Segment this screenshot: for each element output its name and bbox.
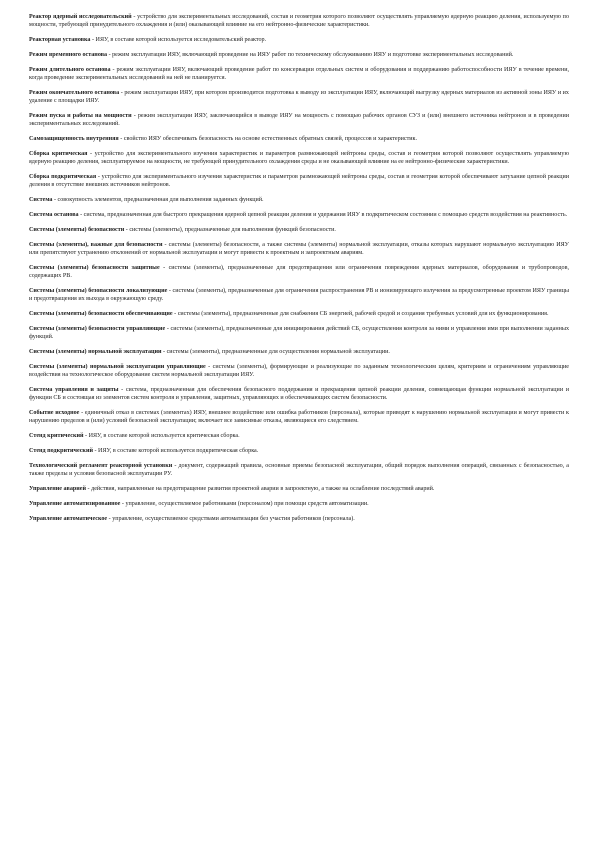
entry-definition: - устройство для экспериментальных исследований, состав и геометрия которого позволяют осуществлять управляемую ядерную реакцию деления, используемую по мощности, требующей принудительного охлаждения и (или) оказывающей влияние на его нейтронно-физические характеристики. xyxy=(29,14,569,28)
entry-term: Режим окончательного останова xyxy=(29,90,120,97)
entry-term: Системы (элементы) безопасности обеспечивающие xyxy=(29,310,173,317)
entry-definition: - системы (элементы), предназначенные для предотвращения или ограничения повреждения ядерных материалов, оборудования и трубопроводов, содержащих РВ. xyxy=(29,265,570,279)
entry-definition: - режим эксплуатации ИЯУ, включающий проведение работ по консервации отдельных систем и оборудования и поддержанию работоспособности ИЯУ в течение времени, когда проведение экспериментальных исследований на ней не планируется. xyxy=(29,67,569,81)
entry-definition: - система, предназначенная для быстрого прекращения ядерной цепной реакции деления и удержания ИЯУ в подкритическом состоянии с помощью средств воздействия на реактивность. xyxy=(78,211,568,218)
glossary-entry xyxy=(29,486,569,494)
glossary-entry xyxy=(29,242,569,258)
entry-term: Системы (элементы) нормальной эксплуатации управляющие xyxy=(29,364,206,371)
glossary-entry xyxy=(29,288,569,304)
entry-definition: - действия, направленные на предотвращение развития проектной аварии в запроектную, а также на ослабление последствий аварий. xyxy=(86,485,435,492)
glossary-entry xyxy=(29,14,569,30)
entry-definition: - свойство ИЯУ обеспечивать безопасность на основе естественных обратных связей, процессов и характеристик. xyxy=(118,135,418,142)
glossary-entry xyxy=(29,516,569,524)
entry-term: Системы (элементы) безопасности локализующие xyxy=(29,287,168,294)
entry-definition: - режим эксплуатации ИЯУ, включающий проведение на ИЯУ работ по техническому обслуживанию ИЯУ и подготовке экспериментальных исследований. xyxy=(107,52,514,59)
entry-term: Сборка критическая xyxy=(29,150,88,157)
glossary-entry xyxy=(29,197,569,205)
entry-term: Управление автоматизированное xyxy=(29,501,121,508)
glossary-list xyxy=(29,14,569,524)
entry-term: Реакторная установка xyxy=(29,36,91,43)
entry-definition: - системы (элементы), предназначенные для ограничения распространения РВ и ионизирующего излучения за предусмотренные проектом ИЯУ границы и предотвращения их выхода в окружающую среду. xyxy=(29,287,569,302)
glossary-entry xyxy=(29,265,569,281)
glossary-entry xyxy=(29,463,569,479)
entry-term: Реактор ядерный исследовательский xyxy=(29,14,132,20)
entry-term: Режим длительного останова xyxy=(29,67,111,74)
entry-definition: - совокупность элементов, предназначенная для выполнения заданных функций. xyxy=(52,196,264,203)
entry-definition: - ИЯУ, в составе которой используется исследовательский реактор. xyxy=(90,36,267,43)
glossary-entry xyxy=(29,326,569,342)
glossary-entry xyxy=(29,501,569,509)
glossary-entry xyxy=(29,212,569,220)
entry-definition: - устройство для экспериментального изучения характеристик и параметров размножающей нейтроны среды, состав и геометрия которой обеспечивают затухание цепной реакции деления в отсутствие внешних источников нейтронов. xyxy=(29,173,569,188)
entry-definition: - управление, осуществляемое работниками (персоналом) при помощи средств автоматизации. xyxy=(120,501,369,508)
entry-term: Стенд критический xyxy=(29,432,84,439)
entry-definition: - ИЯУ, в составе которой используется критическая сборка. xyxy=(83,432,240,439)
entry-term: Стенд подкритический xyxy=(29,447,93,454)
entry-term: Технологический регламент реакторной установки xyxy=(29,462,173,469)
glossary-entry xyxy=(29,364,569,380)
entry-definition: - системы (элементы), формирующие и реализующие по заданным технологическим целям, критериям и ограничениям управляющие воздействия на технологическое оборудование систем нормальной эксплуатации ИЯУ. xyxy=(29,364,569,378)
glossary-entry xyxy=(29,67,569,83)
glossary-entry xyxy=(29,151,569,167)
entry-definition: - системы (элементы), предназначенные для выполнения функций безопасности. xyxy=(124,227,336,234)
entry-definition: - устройство для экспериментального изучения характеристик и параметров размножающей нейтроны среды, состав и геометрия которой позволяют осуществлять управляемую ядерную реакцию деления, эксплуатируемое на мощности, не требующей принудительного охлаждения среды и не оказывающей влияние на ее нейтронно-физические характеристики. xyxy=(29,150,570,165)
glossary-entry xyxy=(29,448,569,456)
glossary-entry xyxy=(29,387,569,403)
glossary-entry xyxy=(29,90,569,106)
glossary-entry xyxy=(29,349,569,357)
entry-definition: - системы (элементы), предназначенные для снабжения СБ энергией, рабочей средой и создания требуемых условий для их функционирования. xyxy=(172,310,549,317)
entry-term: Система останова xyxy=(29,211,79,218)
entry-term: Режим пуска и работы на мощности xyxy=(29,112,132,119)
entry-term: Режим временного останова xyxy=(29,52,108,59)
entry-definition: - управление, осуществляемое средствами автоматизации без участия работников (персонала). xyxy=(107,516,355,523)
glossary-entry xyxy=(29,52,569,60)
glossary-entry xyxy=(29,433,569,441)
entry-definition: - документ, содержащий правила, основные приемы безопасной эксплуатации, общий порядок выполнения операций, связанных с безопасностью, а также пределы и условия безопасной эксплуатации РУ. xyxy=(29,462,569,477)
glossary-entry xyxy=(29,174,569,190)
glossary-entry xyxy=(29,410,569,426)
glossary-entry xyxy=(29,227,569,235)
entry-term: Системы (элементы) нормальной эксплуатации xyxy=(29,348,162,355)
entry-term: Системы (элементы) безопасности защитные xyxy=(29,265,160,272)
entry-definition: - системы (элементы), предназначенные для осуществления нормальной эксплуатации. xyxy=(161,348,390,355)
entry-term: Самозащищенность внутренняя xyxy=(29,135,119,142)
glossary-entry xyxy=(29,136,569,144)
entry-definition: - система, предназначенная для обеспечения безопасного поддержания и прекращения цепной реакции деления, совмещающая функции нормальной эксплуатации и функции СБ и состоящая из элементов систем контроля и управления, защитных, управляющих и обеспечивающих систем безопасности. xyxy=(29,386,569,401)
entry-term: Системы (элементы) безопасности управляющие xyxy=(29,326,166,332)
entry-term: Сборка подкритическая xyxy=(29,173,97,180)
entry-term: Система управления и защиты xyxy=(29,386,119,393)
entry-term: Управление автоматическое xyxy=(29,516,108,523)
glossary-entry xyxy=(29,113,569,129)
document-page xyxy=(29,14,569,531)
entry-definition: - ИЯУ, в составе которой используется подкритическая сборка. xyxy=(92,447,259,454)
entry-definition: - системы (элементы), предназначенные для инициирования действий СБ, осуществления контроля за ними и управления ими при выполнении заданных функций. xyxy=(29,326,569,340)
glossary-entry xyxy=(29,37,569,45)
glossary-entry xyxy=(29,311,569,319)
entry-definition: - единичный отказ в системах (элементах) ИЯУ, внешнее воздействие или ошибка работников (персонала), которые приводят к нарушению нормальной эксплуатации и могут привести к нарушению пределов и (или) условий безопасной эксплуатации; включает все зависимые отказы, являющиеся его следствием. xyxy=(29,409,569,424)
entry-term: Системы (элементы) безопасности xyxy=(29,227,125,234)
entry-definition: - режим эксплуатации ИЯУ, при котором производится подготовка к выводу из эксплуатации ИЯУ, включающий выгрузку ядерных материалов из активной зоны ИЯУ и их удаление с площадки ИЯУ. xyxy=(29,90,569,104)
entry-definition: - режим эксплуатации ИЯУ, заключающийся в выводе ИЯУ на мощность с помощью рабочих органов СУЗ и (или) внешнего источника нейтронов и в проведении экспериментальных исследований. xyxy=(29,112,569,127)
entry-term: Событие исходное xyxy=(29,409,80,416)
entry-term: Управление аварией xyxy=(29,485,87,492)
entry-term: Системы (элементы), важные для безопасности xyxy=(29,242,163,249)
entry-definition: - системы (элементы) безопасности, а также системы (элементы) нормальной эксплуатации, отказы которых нарушают нормальную эксплуатацию ИЯУ или препятствуют устранению отклонений от нормальной эксплуатации и могут привести к проектным и запроектным авариям. xyxy=(29,242,569,256)
entry-term: Система xyxy=(29,196,53,203)
